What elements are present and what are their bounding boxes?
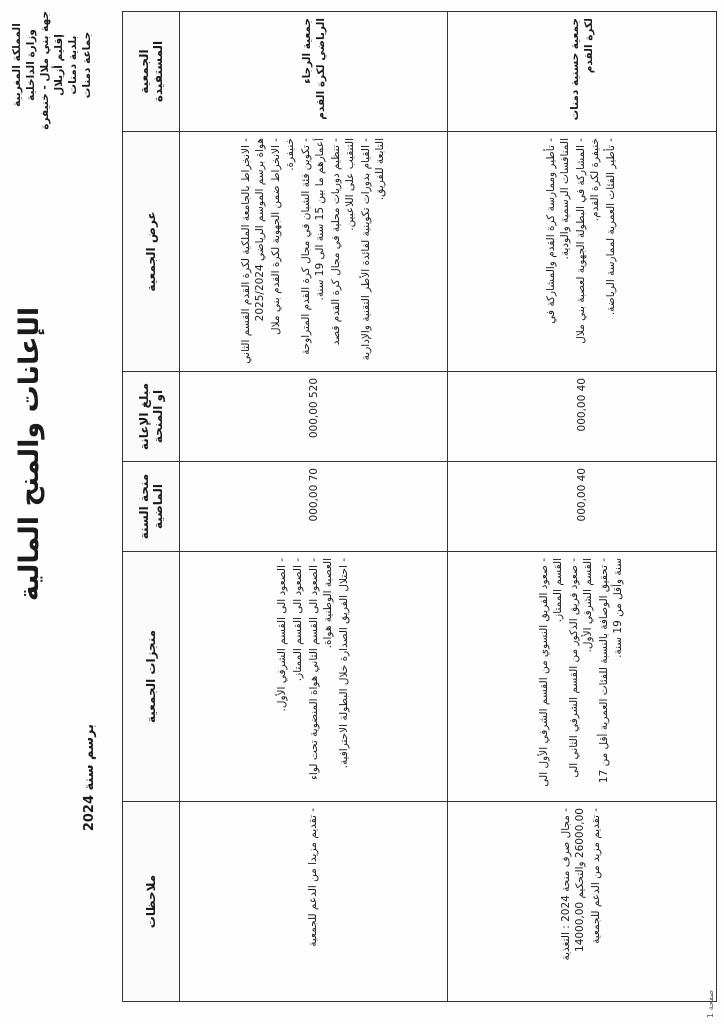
column-header-amount: مبلغ الإعانة او المنحة (123, 372, 180, 462)
cell-achievements (180, 552, 448, 802)
program-item: - تنظيم دوريات محلية في مجال كرة القدم قصد التنقيب على اللاعبين. (329, 138, 356, 346)
achievement-item: - تحقيق الوصافة بالنسبة للفئات العمرية أقل من 17 سنة وأقل من 19 سنة. (598, 558, 624, 784)
cell-notes (448, 802, 717, 1002)
header-line: جهة بني ملال - خنيفرة (39, 11, 51, 130)
cell-program (180, 132, 448, 372)
cell-notes (180, 802, 448, 1002)
program-item: - القيام بدورات تكوينية لفائدة الأطر التقنية والإدارية التابعة للفريق. (359, 138, 386, 361)
program-item: - المشاركة في البطولة الجهوية لعصبة بني ملال خنيفرة لكرة القدم. (575, 138, 601, 344)
page-number: صفحة 1 (706, 990, 715, 1018)
grants-table (122, 11, 717, 1002)
cell-amount: 40 000,00 (448, 372, 717, 462)
cell-amount: 520 000,00 (180, 372, 448, 462)
header-line: بلدية دمنات (67, 35, 79, 95)
achievement-item: - الصعود الى القسم الثاني هواة المنضوية تحت لواء العصبة الوطنية هواة. (307, 558, 334, 780)
table-row (180, 12, 448, 1002)
note-item: - تقديم مزيدا من الدعم للجمعية (306, 808, 319, 947)
header-line: جماعة دمنات (81, 31, 93, 99)
note-item: - تقديم مزيد من الدعم للجمعية (590, 808, 602, 944)
program-item: - الانخراط ضمن الجهوية لكرة القدم بني ملال خنيفرة. (269, 138, 296, 335)
achievement-item: - الصعود الى القسم الشرفي الأول. (275, 558, 288, 712)
achievement-item: - احتلال الفريق الصدارة خلال البطولة الاحترافية. (337, 558, 350, 769)
cell-association: جمعية الرجاء الرياضي لكرة القدم (180, 12, 448, 132)
column-header-notes: ملاحظات (123, 802, 180, 1002)
ministry-header (10, 11, 94, 130)
column-header-association: الجمعية المستفيدة (123, 12, 180, 132)
column-header-program: عرض الجمعية (123, 132, 180, 372)
achievement-item: - صعود فريق الذكور من القسم الشرفي الثاني الى القسم الشرفي الأول. (568, 558, 594, 778)
cell-association: جمعية حسنية دمنات لكرة القدم (448, 12, 717, 132)
cell-previous-grant: 40 000,00 (448, 462, 717, 552)
page-title: الإعانات والمنح المالية (14, 306, 45, 602)
header-line: إقليم أزيلال (53, 34, 65, 96)
program-item: - الانخراط بالجامعة الملكية لكرة القدم القسم الثاني هواة برسم الموسم الرياضي 2025/2024 (239, 138, 266, 364)
cell-previous-grant: 70 000,00 (180, 462, 448, 552)
note-item: - مجال صرف منحة 2024 : التغذية 26000,00 والتحكيم 14000,00 (560, 808, 586, 961)
column-header-previous-grant: منحة السنة الماضية (123, 462, 180, 552)
cell-achievements (448, 552, 717, 802)
achievement-item: - الصعود الى القسم الممتاز. (291, 558, 304, 682)
program-item: - تأطير وممارسة كرة القدم والمشاركة في المنافسات الرسمية والودية. (545, 138, 571, 324)
header-line: المملكة المغربية (11, 23, 23, 107)
table-header-row (123, 12, 180, 1002)
cell-program (448, 132, 717, 372)
achievement-item: - صعود الفريق النسوي من القسم الشرفي الأول الى القسم الممتاز. (538, 558, 564, 787)
program-item: - تكوين فئة الشبان في مجال كرة القدم المتراوحة أعمارهم ما بين 15 سنة الى 19 سنة. (299, 138, 326, 355)
header-line: وزارة الداخلية (25, 29, 37, 101)
program-item: - تأطير الفئات العمرية لممارسة الرياضة. (605, 138, 617, 316)
table-row (448, 12, 717, 1002)
column-header-achievements: منجزات الجمعية (123, 552, 180, 802)
page-subtitle: برسم سنة 2024 (82, 724, 97, 832)
